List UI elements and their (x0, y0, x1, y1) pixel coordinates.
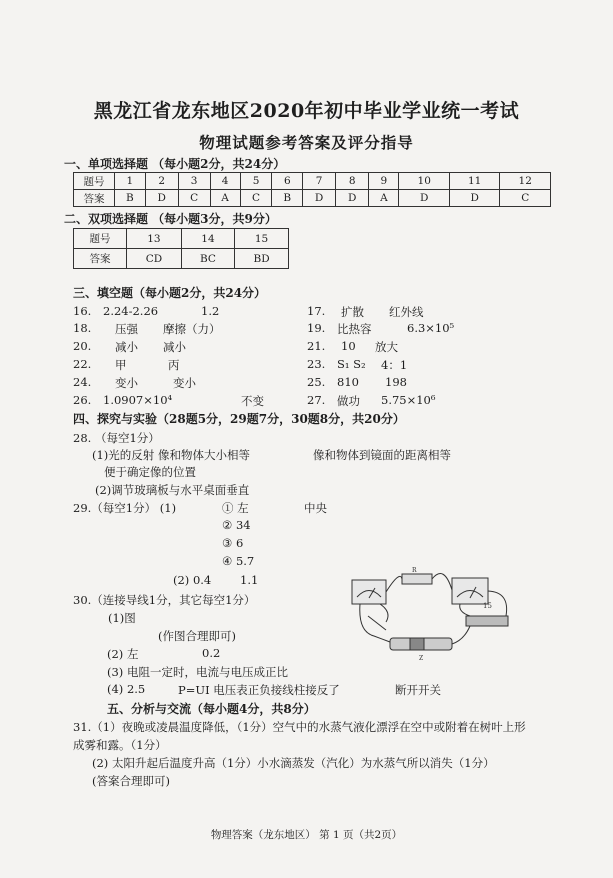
table-cell: 8 (336, 173, 369, 190)
item-number: 21. (307, 339, 326, 353)
q30-line5a: (4) 2.5 (107, 682, 146, 696)
q30-line4: (3) 电阻一定时，电流与电压成正比 (107, 665, 288, 679)
item-number: 16. (73, 304, 92, 318)
table-cell: 2 (145, 173, 178, 190)
table-cell: 1 (115, 173, 146, 190)
answer-b: 减小 (163, 340, 186, 354)
list-item (307, 321, 455, 336)
table-cell: 7 (303, 173, 336, 190)
page-title: 黑龙江省龙东地区2020年初中毕业学业统一考试 (93, 100, 520, 122)
table-cell: C (500, 190, 551, 207)
table-cell: 11 (449, 173, 499, 190)
table-cell: 9 (369, 173, 399, 190)
answer-b: 5.75×10⁶ (381, 393, 436, 407)
table-cell: CD (127, 249, 182, 269)
table-row (74, 249, 289, 269)
q30-line5b: P=UI 电压表正负接线柱接反了 (178, 683, 340, 697)
q29-step3: ③ 6 (222, 536, 244, 550)
answer-b: 丙 (168, 358, 180, 372)
q31-line2: 成雾和露。（1分） (73, 738, 167, 752)
q31-line1: 31.（1）夜晚或凌晨温度降低，（1分）空气中的水蒸气液化漂浮在空中或附着在树叶上形 (73, 720, 526, 734)
svg-text:R: R (412, 567, 417, 574)
q28-line1a: (1)光的反射 像和物体大小相等 (92, 448, 250, 462)
q30-head: 30.（连接导线1分，其它每空1分） (73, 593, 256, 607)
answer-a: 810 (337, 375, 359, 389)
item-number: 17. (307, 304, 326, 318)
q29-part2b: 1.1 (240, 573, 259, 587)
answer-a: 压强 (115, 322, 138, 336)
table-cell: 13 (127, 229, 182, 249)
section1-heading: 一、单项选择题 （每小题2分，共24分） (64, 157, 286, 171)
q30-line3b: 0.2 (202, 646, 221, 660)
item-number: 20. (73, 339, 92, 353)
table-row (74, 190, 551, 207)
table-cell: BC (181, 249, 234, 269)
table-cell: 答案 (74, 190, 115, 207)
table-cell: 10 (399, 173, 449, 190)
answer-b: 6.3×10⁵ (407, 321, 455, 335)
q29-step4: ④ 5.7 (222, 554, 255, 568)
item-number: 27. (307, 393, 326, 407)
voltmeter-icon (352, 580, 386, 604)
table-cell: 6 (272, 173, 303, 190)
answer-a: 减小 (115, 340, 138, 354)
table-cell: B (272, 190, 303, 207)
item-number: 18. (73, 321, 92, 335)
section4-heading: 四、探究与实验（28题5分，29题7分，30题8分，共20分） (73, 412, 405, 426)
svg-text:15: 15 (483, 602, 492, 610)
answer-a: 10 (341, 339, 356, 353)
page-subtitle: 物理试题参考答案及评分指导 (199, 133, 414, 152)
table-cell: D (449, 190, 499, 207)
answer-a: 甲 (115, 358, 127, 372)
table-cell: BD (235, 249, 289, 269)
list-item (73, 357, 180, 372)
answer-b: 不变 (241, 394, 264, 408)
list-item (307, 339, 398, 354)
list-item (73, 321, 221, 336)
page-footer: 物理答案（龙东地区） 第 1 页（共2页） (210, 829, 403, 841)
answer-a: S₁ S₂ (337, 357, 366, 371)
list-item (307, 375, 407, 389)
table-cell: 12 (500, 173, 551, 190)
table-cell: D (145, 190, 178, 207)
item-number: 26. (73, 393, 92, 407)
answer-a: 扩散 (341, 305, 364, 319)
q31-line3: (2) 太阳升起后温度升高（1分）小水滴蒸发（汽化）为水蒸气所以消失（1分） (92, 756, 495, 770)
list-item (307, 393, 436, 408)
table-row (74, 173, 551, 190)
q29-step1: ① 左 (222, 501, 249, 515)
table-cell: D (303, 190, 336, 207)
list-item (73, 339, 186, 354)
item-number: 22. (73, 357, 92, 371)
section2-heading: 二、双项选择题 （每小题3分，共9分） (64, 212, 277, 226)
table-cell: 答案 (74, 249, 127, 269)
q29-part2: (2) 0.4 (173, 573, 212, 587)
q28-line2: 便于确定像的位置 (104, 465, 196, 479)
answer-b: 摩擦（力） (163, 322, 221, 336)
table-cell: 14 (181, 229, 234, 249)
table-cell: 15 (235, 229, 289, 249)
circuit-diagram (340, 562, 520, 662)
q30-line3a: (2) 左 (107, 647, 139, 661)
q29-step2: ② 34 (222, 518, 251, 532)
answer-b: 变小 (173, 376, 196, 390)
answer-a: 2.24-2.26 (103, 304, 159, 318)
table-cell: A (369, 190, 399, 207)
item-number: 24. (73, 375, 92, 389)
q30-line2: (作图合理即可) (158, 629, 236, 643)
answer-b: 红外线 (389, 305, 424, 319)
table-cell: A (210, 190, 240, 207)
table-cell: 题号 (74, 229, 127, 249)
answer-b: 1.2 (201, 304, 220, 318)
q30-line1: (1)图 (108, 611, 136, 625)
table-cell: 4 (210, 173, 240, 190)
answer-a: 比热容 (337, 322, 372, 336)
answer-b: 4：1 (381, 358, 408, 372)
item-number: 25. (307, 375, 326, 389)
table-cell: D (336, 190, 369, 207)
item-number: 19. (307, 321, 326, 335)
list-item (307, 304, 424, 319)
table-cell: 5 (240, 173, 272, 190)
list-item (73, 304, 220, 318)
q30-line5c: 断开开关 (395, 683, 441, 697)
rheostat-icon (466, 616, 508, 626)
table-cell: D (399, 190, 449, 207)
section2-table (73, 228, 289, 269)
q28-line1b: 像和物体到镜面的距离相等 (313, 448, 451, 462)
section3-heading: 三、填空题（每小题2分，共24分） (73, 286, 267, 300)
table-cell: C (240, 190, 272, 207)
section1-table (73, 172, 551, 207)
answer-a: 1.0907×10⁴ (103, 393, 173, 407)
list-item (73, 393, 264, 408)
table-cell: B (115, 190, 146, 207)
list-item (73, 375, 196, 390)
q29-head: 29.（每空1分） (1) (73, 501, 177, 515)
svg-text:Z: Z (419, 655, 424, 662)
q31-line4: (答案合理即可) (92, 774, 170, 788)
table-cell: C (178, 190, 210, 207)
table-cell: 题号 (74, 173, 115, 190)
q28-head: 28. （每空1分） (73, 431, 160, 445)
resistor-icon (402, 574, 432, 584)
q29-step1b: 中央 (304, 501, 327, 515)
table-row (74, 229, 289, 249)
answer-a: 变小 (115, 376, 138, 390)
answer-b: 198 (385, 375, 407, 389)
list-item (307, 357, 408, 372)
item-number: 23. (307, 357, 326, 371)
section5-heading: 五、分析与交流（每小题4分，共8分） (107, 702, 316, 716)
q28-line3: (2)调节玻璃板与水平桌面垂直 (95, 483, 250, 497)
table-cell: 3 (178, 173, 210, 190)
answer-b: 放大 (375, 340, 398, 354)
answer-a: 做功 (337, 394, 360, 408)
